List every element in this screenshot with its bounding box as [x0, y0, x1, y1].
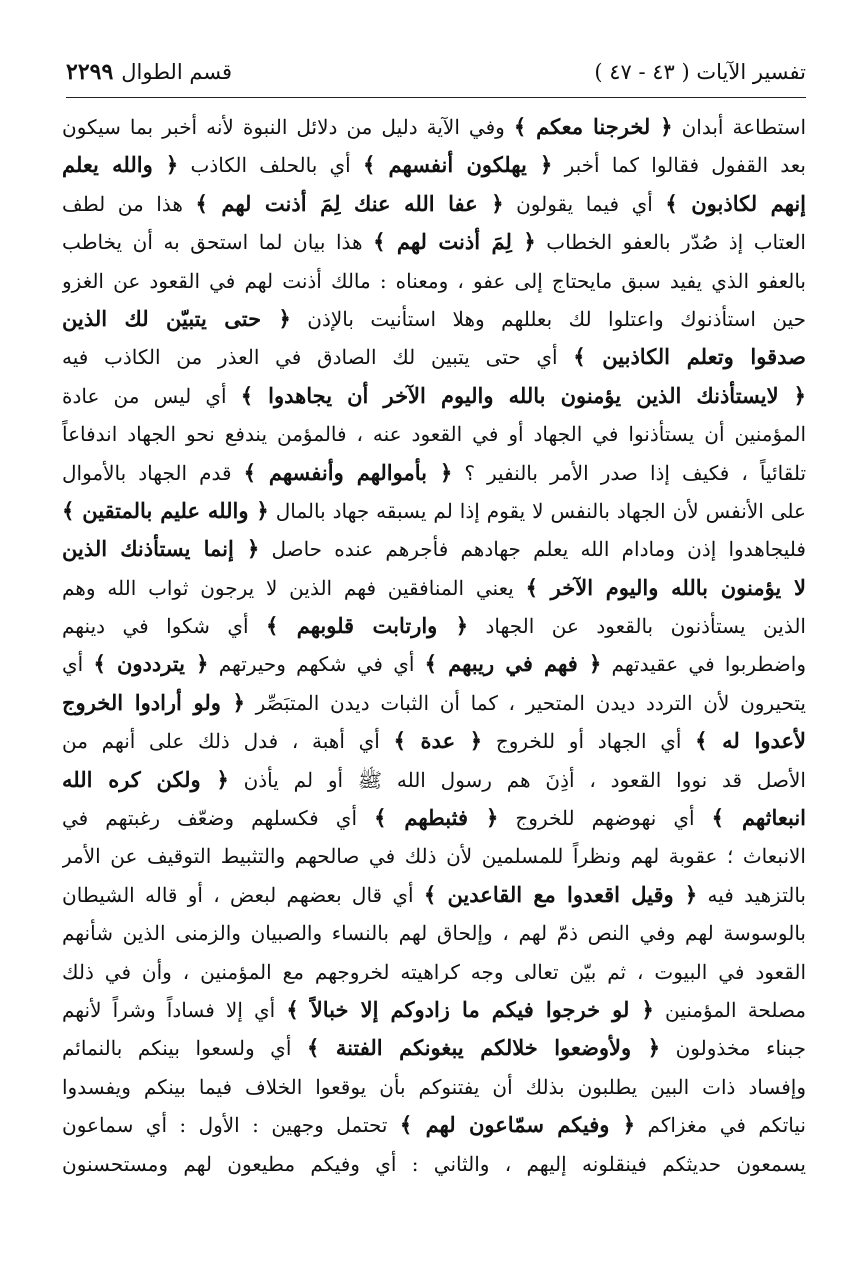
commentary-text: استطاعة أبدان	[672, 115, 806, 139]
quran-quote: ﴿ يترددون ﴾	[93, 651, 209, 677]
quran-quote: ﴿ فهم في ريبهم ﴾	[424, 651, 602, 677]
quran-quote: صدقوا وتعلم الكاذبين ﴾	[573, 344, 806, 370]
quran-quote: ﴿ وفيكم سمّاعون لهم ﴾	[399, 1112, 636, 1138]
text-line	[62, 684, 806, 722]
commentary-text: مصلحة المؤمنين	[653, 997, 806, 1022]
quran-quote: ﴿ لخرجنا معكم ﴾	[513, 114, 673, 139]
commentary-text: جبناء مخذولون	[660, 1036, 806, 1061]
header-divider	[66, 97, 806, 98]
quran-quote: ﴿ والله عليم بالمتقين ﴾	[62, 497, 269, 523]
commentary-text: أي نهوضهم للخروج	[498, 806, 712, 831]
commentary-text: يتحيرون لأن التردد ديدن المتحير ، كما أن الثبات ديدن المتبَصِّر	[244, 690, 806, 715]
quran-quote: ﴿ والله يعلم	[62, 152, 179, 178]
commentary-text: أي شكوا في دينهم	[62, 614, 267, 639]
quran-quote: ﴿ إنما يستأذنك الذين	[62, 536, 260, 562]
commentary-text: تلقائياً ، فكيف إذا صدر الأمر بالنفير ؟	[452, 460, 806, 485]
commentary-text: العتاب إذ صُدّر بالعفو الخطاب	[535, 230, 806, 255]
commentary-text: يعني المنافقين فهم الذين لا يرجون ثواب الله وهم	[62, 575, 526, 600]
quran-quote: ﴿ ولو أرادوا الخروج	[62, 689, 245, 715]
quran-quote: ﴿ بأموالهم وأنفسهم ﴾	[243, 459, 453, 485]
quran-quote: ﴿ ولأوضعوا خلالكم يبغونكم الفتنة ﴾	[306, 1035, 661, 1061]
commentary-text: تحتمل وجهين : الأول : أي سماعون	[62, 1113, 400, 1138]
text-line	[62, 569, 806, 607]
body-text	[62, 108, 806, 1183]
page-header	[66, 52, 806, 92]
quran-quote: ﴿ لايستأذنك الذين يؤمنون بالله واليوم الآخر أن يجاهدوا ﴾	[240, 382, 806, 408]
quran-quote: ﴿ لو خرجوا فيكم ما زادوكم إلا خبالاً ﴾	[286, 996, 654, 1022]
commentary-text: وإفساد ذات البين يطلبون بذلك أن يفتنوكم بأن يوقعوا الخلاف فيما بينكم ويفسدوا	[62, 1074, 806, 1099]
commentary-text: بعد القفول فقالوا كما أخبر	[552, 153, 806, 178]
commentary-text: على الأنفس لأن الجهاد بالنفس لا يقوم إذا لم يسبقه جهاد بالمال	[268, 498, 806, 523]
text-line	[62, 492, 806, 530]
commentary-text: أي أهبة ، فدل ذلك على أنهم من	[62, 729, 394, 754]
header-chapter-title	[594, 60, 806, 84]
commentary-text: أي فكسلهم وضعّف رغبتهم في	[62, 806, 375, 831]
quran-quote: ﴿ يهلكون أنفسهم ﴾	[363, 152, 553, 178]
commentary-text: الانبعاث ؛ عقوبة لهم ونظراً للمسلمين لأن ذلك في صالحهم والتثبيط التوقيف عن الأمر	[62, 844, 806, 869]
commentary-text: يسمعون حديثكم فينقلونه إليهم ، والثاني : أي وفيكم مطيعون لهم ومستحسنون	[62, 1151, 806, 1176]
commentary-text: أي حتى يتبين لك الصادق في العذر من الكاذب فيه	[62, 345, 574, 370]
header-section	[66, 59, 232, 85]
header-verses-label: تفسير الآيات ( ٤٣ - ٤٧ )	[594, 60, 806, 84]
text-line	[62, 607, 806, 645]
text-line	[62, 645, 806, 683]
quran-quote: انبعاثهم ﴾	[711, 805, 806, 831]
quran-quote: ﴿ وقيل اقعدوا مع القاعدين ﴾	[423, 881, 698, 907]
text-line	[62, 1068, 806, 1106]
quran-quote: ﴿ حتى يتبيّن لك الذين	[62, 305, 291, 331]
text-line	[62, 530, 806, 568]
commentary-text: بالعفو الذي يفيد سبق مايحتاج إلى عفو ، ومعناه : مالك أذنت لهم في القعود عن الغزو	[62, 268, 806, 293]
commentary-text: نياتكم في مغزاكم	[635, 1113, 806, 1138]
quran-quote: ﴿ وارتابت قلوبهم ﴾	[266, 613, 469, 639]
commentary-text: أي الجهاد أو للخروج	[482, 729, 696, 754]
commentary-text: بالوسوسة لهم وفي النص ذمّ لهم ، وإلحاق لهم بالنساء والصبيان والزمنى الذين شأنهم	[62, 921, 806, 946]
quran-quote: ﴿ عفا الله عنك لِمَ أذنت لهم ﴾	[195, 190, 504, 216]
commentary-text: وفي الآية دليل من دلائل النبوة لأنه أخبر بما سيكون	[62, 115, 514, 139]
text-line	[62, 799, 806, 837]
text-line	[62, 338, 806, 376]
text-line	[62, 300, 806, 338]
commentary-text: الأصل قد نووا القعود ، أذِنَ هم رسول الله ﷺ أو لم يأذن	[228, 767, 806, 792]
commentary-text: فليجاهدوا إذن ومادام الله يعلم جهادهم فأجرهم عنده حاصل	[259, 537, 806, 562]
text-line	[62, 146, 806, 184]
text-line	[62, 876, 806, 914]
text-line	[62, 722, 806, 760]
text-line	[62, 761, 806, 799]
quran-quote: إنهم لكاذبون ﴾	[665, 190, 806, 216]
text-line	[62, 837, 806, 875]
quran-quote: ﴿ فثبطهم ﴾	[374, 805, 499, 831]
text-line	[62, 1029, 806, 1067]
quran-quote: لأعدوا له ﴾	[695, 728, 806, 754]
commentary-text: أي في شكهم وحيرتهم	[208, 652, 425, 677]
header-section-name: قسم الطوال	[121, 60, 233, 84]
text-line	[62, 185, 806, 223]
quran-quote: ﴿ ولكن كره الله	[62, 766, 229, 792]
commentary-text: قدم الجهاد بالأموال	[62, 460, 244, 485]
commentary-text: هذا بيان لما استحق به أن يخاطب	[62, 230, 374, 255]
commentary-text: هذا من لطف	[62, 191, 196, 216]
commentary-text: أي ولسعوا بينكم بالنمائم	[62, 1036, 307, 1061]
quran-quote: ﴿ عدة ﴾	[393, 728, 483, 754]
text-line	[62, 262, 806, 300]
text-line	[62, 953, 806, 991]
commentary-text: أي بالحلف الكاذب	[178, 153, 364, 178]
text-line	[62, 377, 806, 415]
text-line	[62, 914, 806, 952]
text-line	[62, 108, 806, 146]
quran-quote: ﴿ لِمَ أذنت لهم ﴾	[373, 229, 536, 255]
commentary-text: الذين يستأذنون بالقعود عن الجهاد	[468, 614, 806, 639]
text-line	[62, 991, 806, 1029]
commentary-text: أي	[62, 652, 94, 677]
commentary-text: بالتزهيد فيه	[697, 882, 806, 907]
commentary-text: حين استأذنوك واعتلوا لك بعللهم وهلا استأنيت بالإذن	[290, 306, 806, 331]
commentary-text: واضطربوا في عقيدتهم	[601, 652, 806, 677]
commentary-text: أي ليس من عادة	[62, 383, 241, 408]
page-number: ٢٢٩٩	[66, 59, 114, 85]
commentary-text: أي فيما يقولون	[503, 191, 666, 216]
commentary-text: القعود في البيوت ، ثم بيّن تعالى وجه كراهيته لخروجهم مع المؤمنين ، وأن في ذلك	[62, 959, 806, 984]
commentary-text: أي إلا فساداً وشراً لأنهم	[62, 997, 287, 1022]
commentary-text: المؤمنين أن يستأذنوا في الجهاد أو في القعود عنه ، فالمؤمن يندفع نحو الجهاد اندفاعاً	[62, 422, 806, 447]
quran-quote: لا يؤمنون بالله واليوم الآخر ﴾	[525, 574, 806, 600]
text-line	[62, 1106, 806, 1144]
text-line	[62, 223, 806, 261]
text-line	[62, 415, 806, 453]
commentary-text: أي قال بعضهم لبعض ، أو قاله الشيطان	[62, 882, 424, 907]
text-line	[62, 454, 806, 492]
text-line	[62, 1145, 806, 1183]
